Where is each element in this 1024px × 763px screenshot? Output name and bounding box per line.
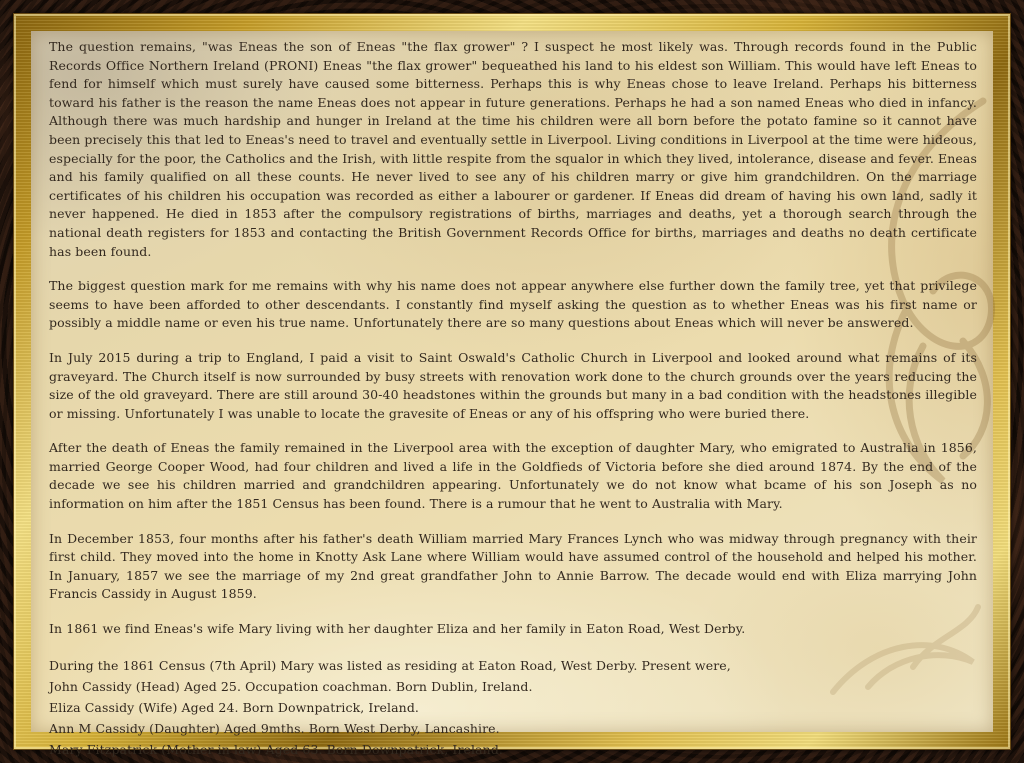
census-intro-line: During the 1861 Census (7th April) Mary was listed as residing at Eaton Road, West Derby. Present were, xyxy=(49,657,731,673)
census-line-john: John Cassidy (Head) Aged 25. Occupation coachman. Born Dublin, Ireland. xyxy=(49,678,533,694)
paragraph-after-death: After the death of Eneas the family remained in the Liverpool area with the exception of daughter Mary, who emigrated to Australia in 1856, married George Cooper Wood, had four children and lived a life in the Goldfieds of Victoria before she died around 1874. By the end of the decade we see his children married and grandchildren appearing. Unfortunately we do not know what bcame of his son Joseph as no information on him after the 1851 Census has been found. There is a rumour that he went to Australia with Mary. xyxy=(49,440,977,512)
paragraph-william-marriage: In December 1853, four months after his father's death William married Mary Frances Lynch who was midway through pregnancy with their first child. They moved into the home in Knotty Ask Lane where William would have assumed control of the household and helped his mother. In January, 1857 we see the marriage of my 2nd great grandfather John to Annie Barrow. The decade would end with Eliza marrying John Francis Cassidy in August 1859. xyxy=(49,530,977,602)
census-line-mary: Mary Fitzpatrick (Mother in law) Aged 63. Born Downpatrick, Ireland. xyxy=(49,741,504,757)
census-line-ann: Ann M Cassidy (Daughter) Aged 9mths. Born West Derby, Lancashire. xyxy=(49,720,500,736)
paragraph-biggest-question: The biggest question mark for me remains with why his name does not appear anywhere else further down the family tree, yet that privilege seems to have been afforded to other descendants. I constantly find myself asking the question as to whether Eneas was his first name or possibly a middle name or even his true name. Unfortunately there are so many questions about Eneas which will never be answered. xyxy=(49,278,977,331)
parchment-sheet xyxy=(31,31,993,757)
paragraph-church-visit: In July 2015 during a trip to England, I paid a visit to Saint Oswald's Catholic Church in Liverpool and looked around what remains of its graveyard. The Church itself is now surrounded by busy streets with renovation work done to the church grounds over the years reducing the size of the old graveyard. There are still around 30-40 headstones within the grounds but many in a bad condition with the headstones illegible or missing. Unfortunately I was unable to locate the gravesite of Eneas or any of his offspring who were buried there. xyxy=(49,349,977,421)
census-record-list xyxy=(49,655,977,760)
census-line-eliza: Eliza Cassidy (Wife) Aged 24. Born Downpatrick, Ireland. xyxy=(49,699,420,715)
gold-frame xyxy=(13,13,1011,757)
document-text xyxy=(49,38,977,760)
paragraph-eneas-question: The question remains, "was Eneas the son of Eneas "the flax grower" ? I suspect he most likely was. Through records found in the Public Records Office Northern Ireland (PRONI) Eneas "the flax grower" bequeathed his land to his eldest son William. This would have left Eneas to fend for himself which must surely have caused some bitterness. Perhaps this is why Eneas chose to leave Ireland. Perhaps his bitterness toward his father is the reason the name Eneas does not appear in future generations. Perhaps he had a son named Eneas who died in infancy. Although there was much hardship and hunger in Ireland at the time his children were all born before the potato famine so it cannot have been precisely this that led to Eneas's need to travel and eventually settle in Liverpool. Living conditions in Liverpool at the time were hideous, especially for the poor, the Catholics and the Irish, with little respite from the squalor in which they lived, intolerance, disease and fever. Eneas and his family qualified on all these counts. He never lived to see any of his children marry or give him grandchildren. On the marriage certificates of his children his occupation was recorded as either a labourer or gardener. If Eneas did dream of having his own land, sadly it never happened. He died in 1853 after the compulsory registrations of births, marriages and deaths, yet a thorough search through the national death registers for 1853 and contacting the British Government Records Office for births, marriages and deaths no death certificate has been found. xyxy=(49,39,977,259)
paragraph-1861-family: In 1861 we find Eneas's wife Mary living with her daughter Eliza and her family in Eaton Road, West Derby. xyxy=(49,621,746,637)
